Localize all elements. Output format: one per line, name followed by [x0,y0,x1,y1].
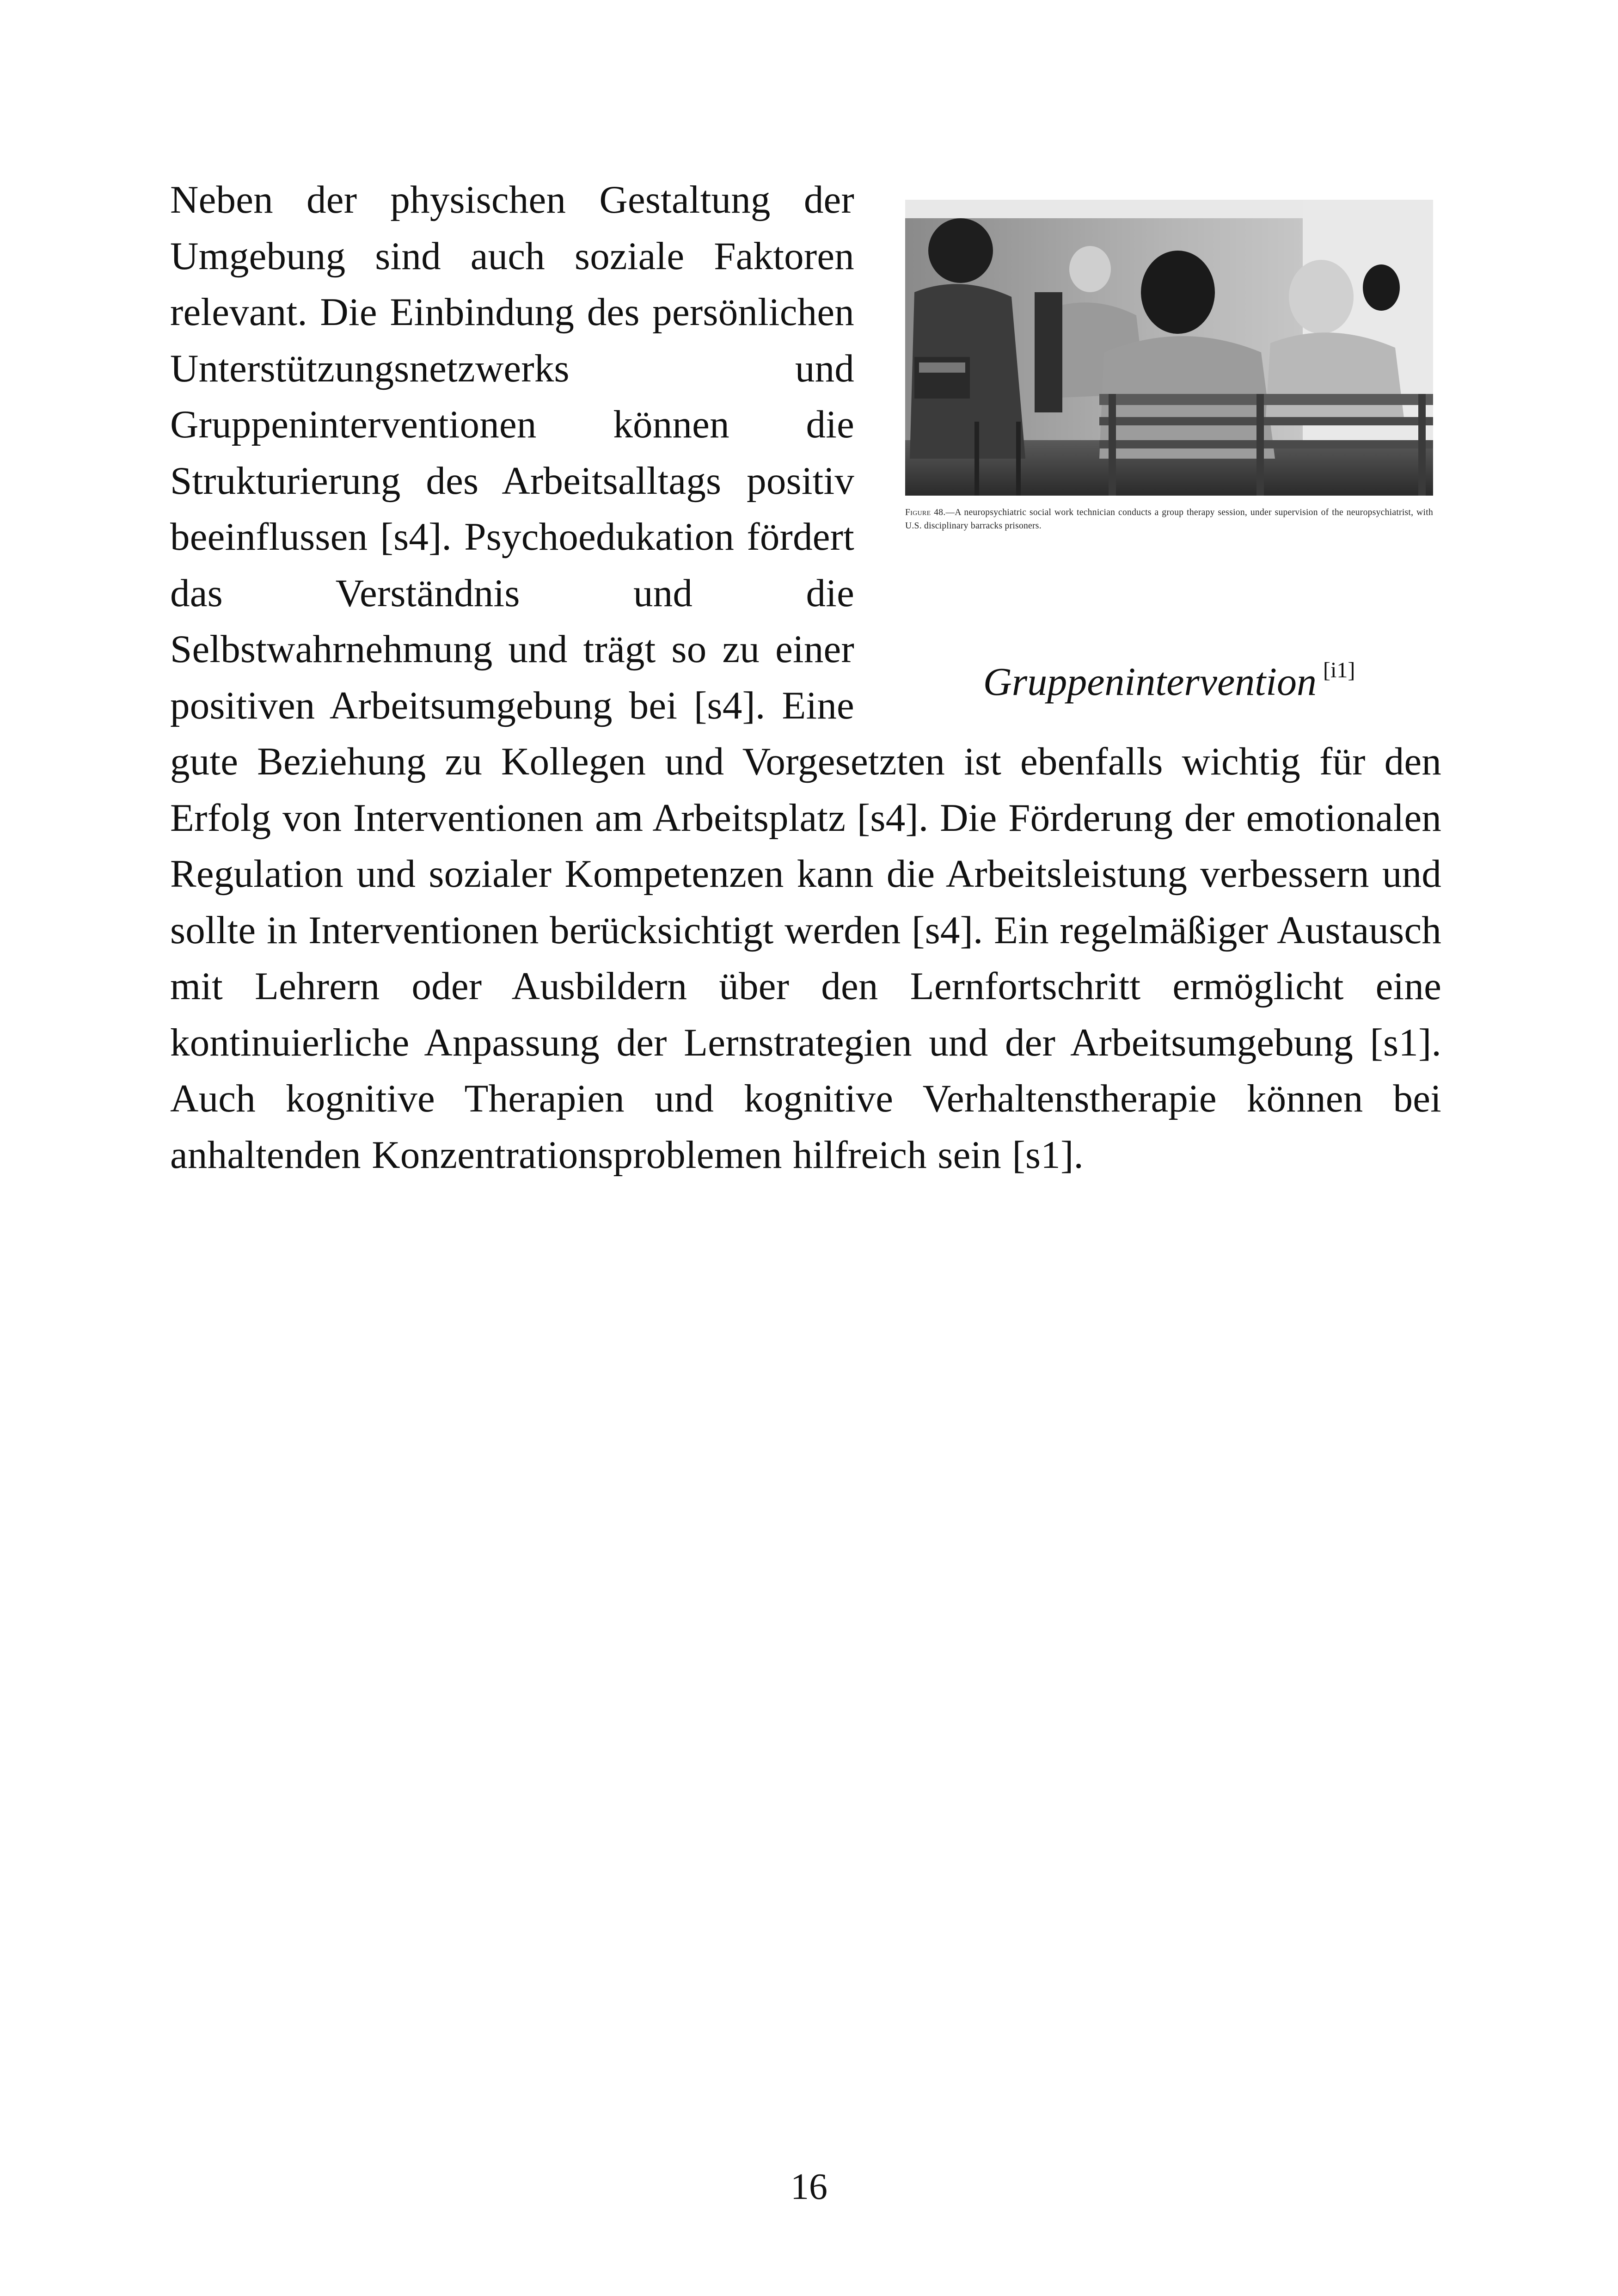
page-number: 16 [791,2167,827,2207]
figure [905,172,1441,718]
figure-label [905,647,1433,705]
group-therapy-photo [905,200,1433,496]
figure-label-text: Gruppenintervention [983,659,1317,704]
body-paragraph: Neben der physischen Gestaltung der Umgebung sind auch soziale Faktoren relevant. Die Einbindung des persönlichen Unterstützungsnetzwerks und Gruppeninterventionen können die Strukturierung des Arbeitsalltags positiv beeinflussen [s4]. Psychoedukation fördert das Verständnis und die Selbstwahrnehmung und trägt so zu einer positiven Arbeitsumgebung bei [s4]. Eine gute Beziehung zu Kollegen und Vorgesetzten ist ebenfalls wichtig für den Erfolg von Interventionen am Arbeitsplatz [s4]. Die Förderung der emotionalen Regulation und sozialer Kompetenzen kann die Arbeitsleistung verbessern und sollte in Interventionen berücksichtigt werden [s4]. Ein regelmäßiger Austausch mit Lehrern oder Ausbildern über den Lernfortschritt ermöglicht eine kontinuierliche Anpassung der Lernstrategien und der Arbeitsumgebung [s1]. Auch kognitive Therapien und kognitive Verhaltenstherapie können bei anhaltenden Konzentrationsproblemen hilfreich sein [s1]. [170,178,1441,1177]
photo-caption-text: —A neuropsychiatric social work technician conducts a group therapy session, under supervision of the neuropsychiatrist, with U.S. disciplinary barracks prisoners. [905,508,1433,531]
photo-caption [905,506,1433,533]
page-content [170,172,1441,1183]
figure-citation[interactable]: [i1] [1323,658,1355,682]
photo-caption-prefix: Figure 48. [905,508,946,517]
photo-image [905,200,1433,496]
